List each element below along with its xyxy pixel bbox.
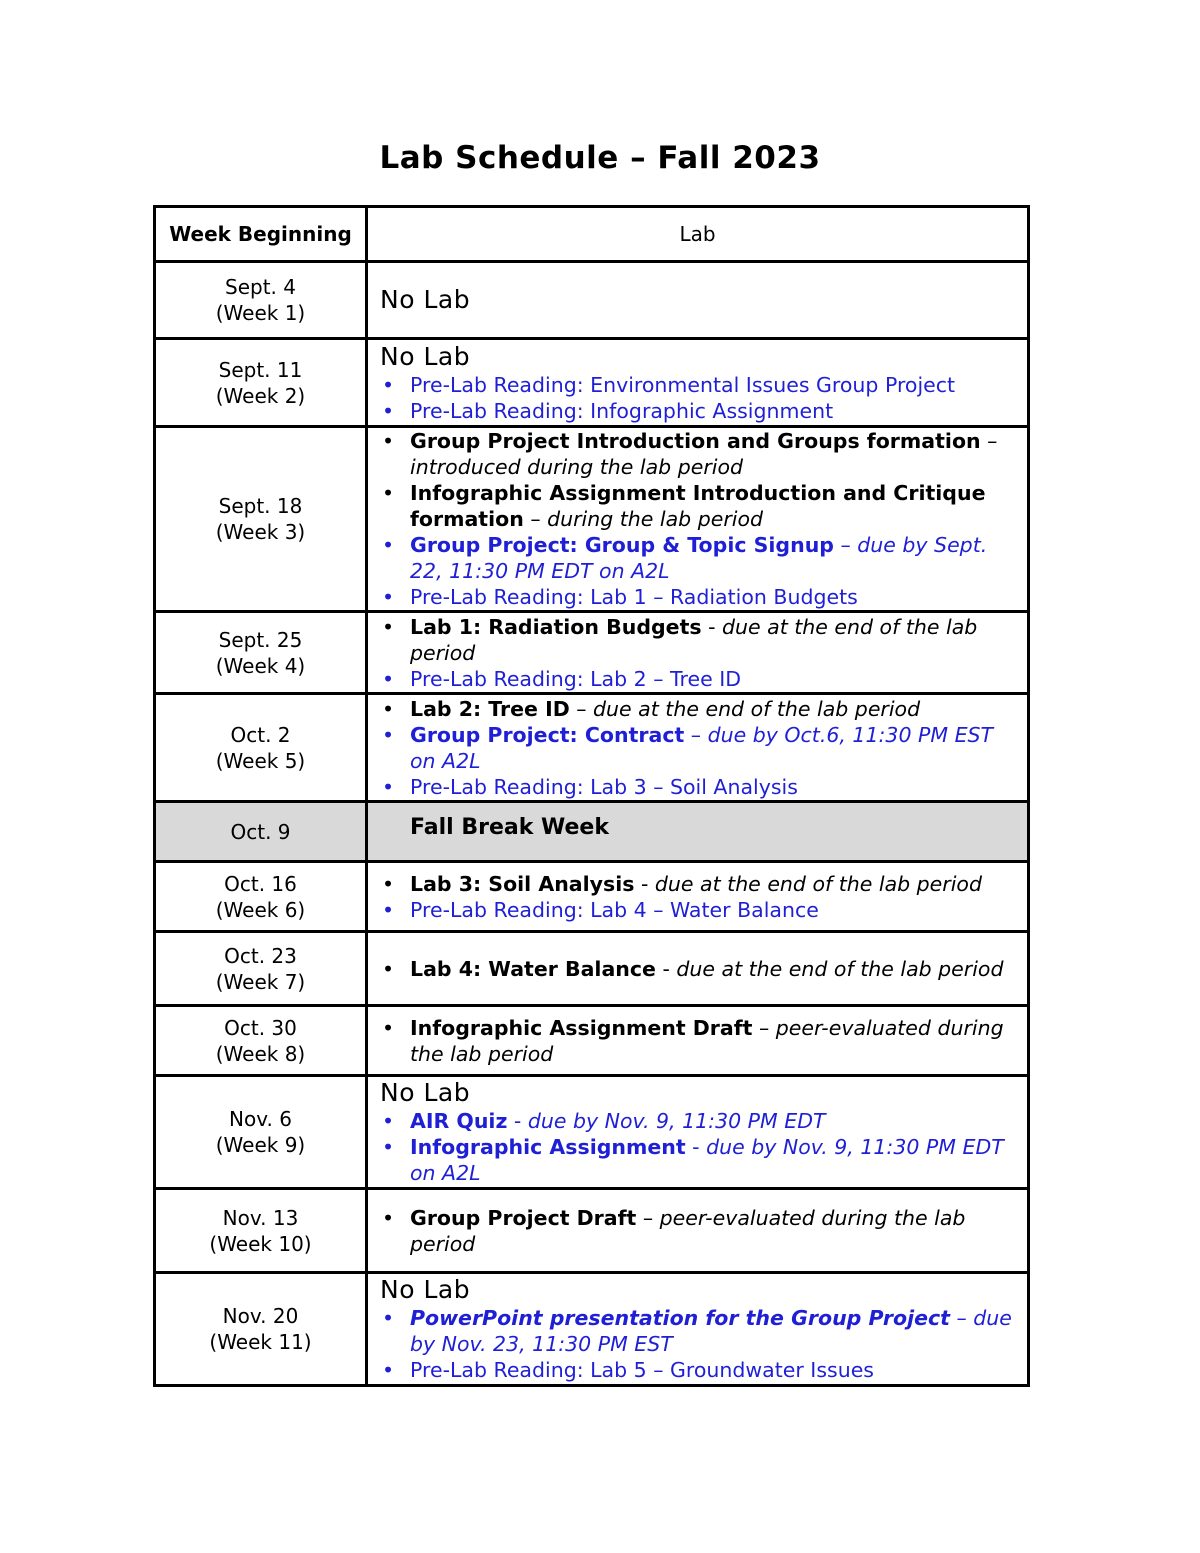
- lab-item: [380, 428, 1021, 480]
- week-date: Nov. 20: [222, 1304, 299, 1328]
- lab-item-list: [380, 956, 1021, 982]
- week-number: (Week 1): [215, 301, 306, 325]
- lab-item: [380, 871, 1021, 897]
- lab-item: [380, 532, 1021, 584]
- lab-item-text: Pre-Lab Reading: Lab 5 – Groundwater Issues: [410, 1358, 874, 1382]
- week-number: (Week 11): [209, 1330, 312, 1354]
- lab-item-note: peer-evaluated during the lab period: [410, 1205, 966, 1256]
- lab-item-note: due by Nov. 9, 11:30 PM EDT: [527, 1109, 826, 1133]
- lab-item: [380, 480, 1021, 532]
- lab-item-title: Group Project Introduction and Groups formation: [410, 429, 981, 453]
- week-date: Sept. 4: [225, 275, 296, 299]
- week-cell: [155, 262, 367, 339]
- lab-item: [380, 1357, 1021, 1383]
- no-lab-label: No Lab: [380, 285, 471, 314]
- lab-item: [380, 897, 1021, 923]
- lab-item-separator: -: [507, 1109, 528, 1133]
- week-cell: [155, 1189, 367, 1273]
- lab-item-list: [380, 1305, 1021, 1383]
- week-number: (Week 6): [215, 897, 306, 922]
- lab-item: [380, 1108, 1021, 1134]
- lab-item-list: [380, 696, 1021, 800]
- lab-item-title: Lab 2: Tree ID: [410, 696, 570, 721]
- week-date: Sept. 11: [218, 357, 303, 382]
- lab-item-title: Infographic Assignment Draft: [410, 1015, 753, 1040]
- week-number: (Week 3): [215, 520, 306, 544]
- table-row: [155, 339, 1029, 427]
- lab-item-separator: -: [634, 871, 655, 896]
- lab-item-title: Lab 3: Soil Analysis: [410, 871, 635, 896]
- week-number: (Week 5): [215, 748, 306, 773]
- lab-item-note: during the lab period: [547, 507, 764, 531]
- lab-item: [380, 1134, 1021, 1186]
- lab-item-separator: -: [655, 956, 677, 981]
- lab-item-separator: –: [949, 1306, 974, 1330]
- lab-cell: [367, 694, 1029, 802]
- week-date: Sept. 25: [218, 627, 303, 652]
- lab-cell: [367, 1273, 1029, 1386]
- page-title: Lab Schedule – Fall 2023: [379, 140, 821, 176]
- lab-item-text: Pre-Lab Reading: Lab 4 – Water Balance: [410, 897, 819, 922]
- lab-item-text: Pre-Lab Reading: Environmental Issues Group Project: [410, 372, 956, 397]
- lab-item-list: [380, 1205, 1021, 1257]
- lab-item-note: due at the end of the lab period: [654, 871, 982, 896]
- no-lab-label: No Lab: [380, 1275, 471, 1304]
- lab-cell: [367, 427, 1029, 612]
- lab-item-title: Lab 4: Water Balance: [410, 956, 656, 981]
- week-number: (Week 9): [215, 1133, 306, 1157]
- lab-item: [380, 1015, 1021, 1067]
- lab-item-separator: -: [701, 614, 723, 639]
- fall-break-label: Fall Break Week: [410, 814, 609, 840]
- lab-item: [380, 584, 1021, 610]
- table-row: [155, 1006, 1029, 1076]
- lab-item-note: due at the end of the lab period: [593, 696, 921, 721]
- lab-cell: [367, 262, 1029, 339]
- no-lab-label: No Lab: [380, 341, 471, 371]
- table-row: [155, 862, 1029, 932]
- table-row: [155, 262, 1029, 339]
- header-lab: Lab: [367, 207, 1029, 262]
- lab-cell: [367, 862, 1029, 932]
- week-cell: [155, 612, 367, 694]
- lab-item-separator: –: [523, 507, 548, 531]
- lab-item-note: due at the end of the lab period: [410, 614, 978, 665]
- week-date: Oct. 2: [230, 722, 291, 747]
- table-row: [155, 1076, 1029, 1189]
- lab-item: [380, 774, 1021, 800]
- table-row: [155, 694, 1029, 802]
- lab-cell: [367, 932, 1029, 1006]
- lab-cell: [367, 612, 1029, 694]
- week-cell: [155, 427, 367, 612]
- week-date: Nov. 13: [222, 1205, 299, 1230]
- lab-item-text: Pre-Lab Reading: Lab 1 – Radiation Budgets: [410, 585, 858, 609]
- lab-item-note: peer-evaluated during the lab period: [410, 1015, 1004, 1066]
- lab-item-list: [380, 372, 1021, 424]
- week-date: Nov. 6: [229, 1107, 292, 1131]
- lab-item-title: Group Project: Contract: [410, 722, 685, 747]
- lab-item-separator: –: [980, 429, 998, 453]
- lab-item: [380, 1205, 1021, 1257]
- lab-item-title: Group Project Draft: [410, 1205, 637, 1230]
- lab-item-text: Pre-Lab Reading: Lab 3 – Soil Analysis: [410, 774, 798, 799]
- no-lab-label: No Lab: [380, 1078, 471, 1107]
- week-cell: [155, 339, 367, 427]
- week-number: (Week 8): [215, 1041, 306, 1066]
- lab-item-title: Infographic Assignment Introduction and Critique formation: [410, 481, 986, 531]
- lab-item-title: Lab 1: Radiation Budgets: [410, 614, 702, 639]
- lab-item-separator: -: [685, 1135, 707, 1159]
- week-number: (Week 10): [209, 1231, 312, 1256]
- header-week-beginning: Week Beginning: [155, 207, 367, 262]
- lab-item: [380, 722, 1021, 774]
- week-cell: [155, 1273, 367, 1386]
- table-row: [155, 1189, 1029, 1273]
- lab-item-title: AIR Quiz: [410, 1109, 508, 1133]
- week-date: Oct. 16: [224, 871, 297, 896]
- week-cell: [155, 1006, 367, 1076]
- lab-cell: [367, 802, 1029, 862]
- week-number: (Week 4): [215, 653, 306, 678]
- lab-cell: [367, 1076, 1029, 1189]
- lab-schedule-table: [153, 205, 1030, 1387]
- lab-item: [380, 956, 1021, 982]
- lab-item-list: [380, 428, 1021, 610]
- lab-item-list: [380, 1015, 1021, 1067]
- lab-item: [380, 372, 1021, 398]
- week-number: (Week 7): [215, 969, 306, 994]
- lab-item-note: due by Oct.6, 11:30 PM EST on A2L: [410, 722, 994, 773]
- week-cell: [155, 932, 367, 1006]
- week-number: (Week 2): [215, 383, 306, 408]
- lab-item-separator: –: [569, 696, 594, 721]
- week-cell: [155, 694, 367, 802]
- lab-cell: [367, 1006, 1029, 1076]
- week-date: Oct. 9: [230, 819, 291, 844]
- table-row: [155, 612, 1029, 694]
- lab-item-list: [380, 871, 1021, 923]
- week-cell: [155, 862, 367, 932]
- lab-cell: [367, 1189, 1029, 1273]
- lab-item-note: due by Nov. 9, 11:30 PM EDT on A2L: [410, 1135, 1004, 1185]
- lab-item-list: [380, 1108, 1021, 1186]
- table-row: [155, 427, 1029, 612]
- lab-item-list: [380, 614, 1021, 692]
- week-date: Sept. 18: [218, 494, 303, 518]
- lab-item-separator: –: [636, 1205, 660, 1230]
- lab-item-title: Group Project: Group & Topic Signup: [410, 533, 834, 557]
- lab-item-note: introduced during the lab period: [410, 455, 744, 479]
- lab-item-separator: –: [684, 722, 708, 747]
- week-cell: [155, 1076, 367, 1189]
- lab-item-separator: –: [833, 533, 858, 557]
- lab-item-text: Pre-Lab Reading: Infographic Assignment: [410, 398, 834, 423]
- week-date: Oct. 30: [224, 1015, 297, 1040]
- table-row: [155, 1273, 1029, 1386]
- lab-cell: [367, 339, 1029, 427]
- lab-item-separator: –: [752, 1015, 776, 1040]
- lab-item-note: due at the end of the lab period: [676, 956, 1004, 981]
- lab-item-text: Pre-Lab Reading: Lab 2 – Tree ID: [410, 666, 742, 691]
- lab-item: [380, 1305, 1021, 1357]
- lab-item-note: due by Sept. 22, 11:30 PM EDT on A2L: [410, 533, 988, 583]
- lab-item: [380, 696, 1021, 722]
- lab-item-title: Infographic Assignment: [410, 1135, 686, 1159]
- table-row: [155, 802, 1029, 862]
- week-date: Oct. 23: [224, 943, 297, 968]
- lab-item: [380, 614, 1021, 666]
- week-cell: [155, 802, 367, 862]
- lab-item: [380, 398, 1021, 424]
- lab-item-note: due by Nov. 23, 11:30 PM EST: [410, 1306, 1012, 1356]
- lab-item: [380, 666, 1021, 692]
- table-row: [155, 932, 1029, 1006]
- lab-item-title: PowerPoint presentation for the Group Project: [410, 1306, 950, 1330]
